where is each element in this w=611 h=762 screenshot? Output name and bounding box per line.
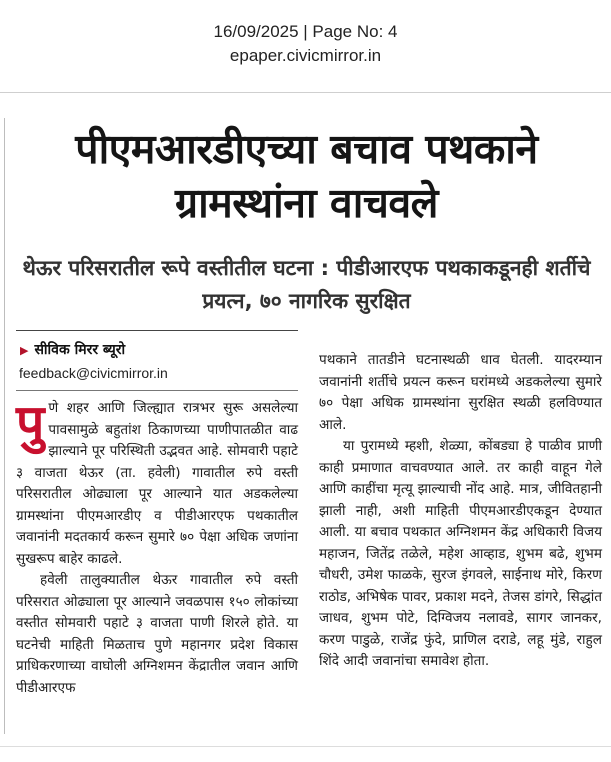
page-meta <box>0 20 611 68</box>
article-column-left <box>16 394 298 699</box>
drop-cap: पु <box>16 394 45 452</box>
paragraph-4: या पुरामध्ये म्हशी, शेळ्या, कोंबड्या हे पाळीव प्राणी काही प्रमाणात वाचवण्यात आले. तर काही वाहून गेले आणि काहींचा मृत्यू झाल्याची नोंद आहे. मात्र, जीवितहानी झाली नाही, अशी माहिती पीएमआरडीएकडून देण्यात आली. या बचाव पथकात अग्निशमन केंद्र अधिकारी विजय महाजन, जितेंद्र तळेले, महेश आव्हाड, शुभम बढे, शुभम चौधरी, उमेश फाळके, सुरज इंगवले, साईनाथ मोरे, किरण राठोड, अभिषेक पावर, प्रकाश मदने, तेजस डांगरे, सिद्धांत जाधव, शुभम पोटे, दिग्विजय नलावडे, सागर जानकर, करण पाडुळे, राजेंद्र फुंदे, प्राणिल दराडे, लहू मुंडे, राहुल शिंदे आदी जवानांचा समावेश होता. <box>319 438 602 669</box>
feedback-email[interactable]: feedback@civicmirror.in <box>19 365 168 381</box>
headline: पीएमआरडीएच्या बचाव पथकाने ग्रामस्थांना वाचवले <box>75 125 538 227</box>
paragraph-3: पथकाने तातडीने घटनास्थळी धाव घेतली. यादरम्यान जवानांनी शर्तीचे प्रयत्न करून घरांमध्ये अडकलेल्या सुमारे ७० पेक्षा अधिक ग्रामस्थांना सुरक्षित स्थळी हलविण्यात आले. <box>319 352 602 433</box>
paragraph-1-text: णे शहर आणि जिल्ह्यात रात्रभर सुरू असलेल्या पावसामुळे बहुतांश ठिकाणच्या पाणीपातळीत वाढ झाल्याने पूर परिस्थिती उद्भवत आहे. सोमवारी पहाटे ३ वाजता थेऊर (ता. हवेली) गावातील रुपे वस्ती परिसरातील ओढ्याला पूर आल्याने यात अडकलेल्या ग्रामस्थांना पीएमआरडीए व पीडीआरएफ पथकातील जवानांनी मदतकार्य करून सुमारे ७० पेक्षा अधिक जणांना सुखरूप बाहेर काढले. <box>16 400 298 567</box>
bottom-divider <box>0 746 611 747</box>
article-column-right <box>319 350 602 673</box>
left-column-rule <box>4 118 5 734</box>
byline-name: सीविक मिरर ब्यूरो <box>34 342 126 358</box>
byline-top-rule <box>16 330 298 331</box>
paragraph-2: हवेली तालुक्यातील थेऊर गावातील रुपे वस्ती परिसरात ओढ्याला पूर आल्याने जवळपास १५० लोकांच्या वस्तीत सोमवारी पहाटे ३ वाजता पाणी शिरले होते. या घटनेची माहिती मिळताच पुणे महानगर प्रदेश विकास प्राधिकरणाच्या वाघोली अग्निशमन केंद्रातील जवान आणि पीडीआरएफ <box>16 572 298 696</box>
top-divider <box>0 92 611 93</box>
byline <box>20 339 125 362</box>
article-paragraph <box>16 394 298 570</box>
byline-bottom-rule <box>16 390 298 391</box>
play-marker-icon: ▶ <box>20 344 29 357</box>
date-page-number: 16/09/2025 | Page No: 4 <box>213 22 398 41</box>
epaper-url[interactable]: epaper.civicmirror.in <box>229 46 382 65</box>
subheadline: थेऊर परिसरातील रूपे वस्तीतील घटना : पीडीआरएफ पथकाकडूनही शर्तीचे प्रयत्न, ७० नागरिक सुरक्षित <box>22 256 591 313</box>
